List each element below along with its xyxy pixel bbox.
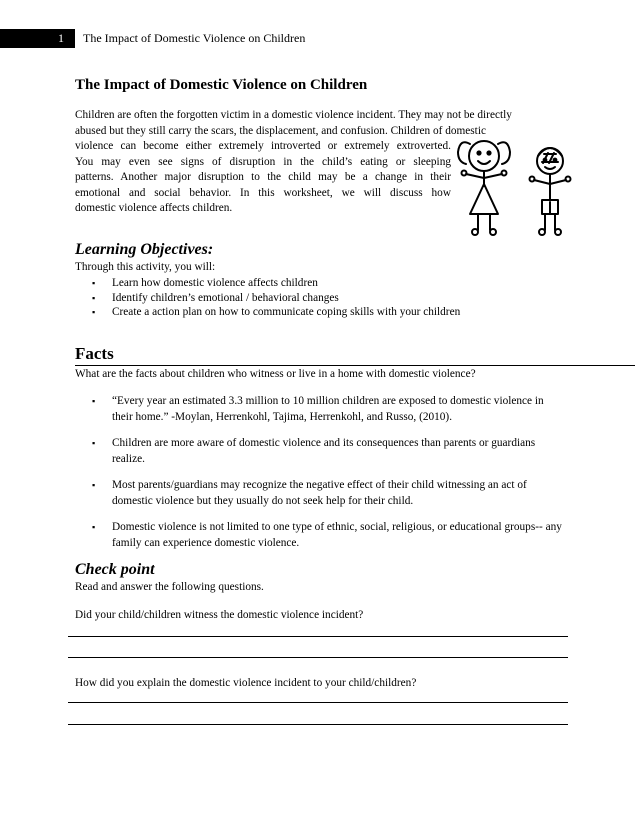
facts-list	[92, 393, 562, 561]
list-item: ▪ Identify children’s emotional / behavioral changes	[92, 291, 339, 304]
answer-line[interactable]	[68, 702, 568, 703]
intro-line: patterns. Another major disruption to the child may be a change in their	[75, 171, 451, 183]
page-title: The Impact of Domestic Violence on Children	[75, 77, 368, 93]
page-number: 1	[58, 31, 64, 45]
intro-line: Children are often the forgotten victim in a domestic violence incident. They may not be directly	[75, 109, 512, 121]
running-header	[0, 29, 638, 48]
facts-divider	[75, 365, 635, 366]
checkpoint-question-1: Did your child/children witness the domestic violence incident?	[75, 609, 364, 621]
list-item: ▪ Most parents/guardians may recognize the negative effect of their child witnessing an act of domestic violence but they usually do not seek help for their child.	[92, 479, 527, 507]
learning-objectives-intro: Through this activity, you will:	[75, 261, 216, 273]
list-item: ▪ Learn how domestic violence affects children	[92, 277, 318, 289]
learning-objectives-list	[92, 276, 460, 320]
stick-figure-children-icon	[456, 136, 576, 240]
square-bullet-icon: ▪	[92, 438, 96, 448]
boy-figure-icon	[530, 148, 571, 235]
square-bullet-icon: ▪	[92, 278, 96, 288]
answer-line[interactable]	[68, 636, 568, 637]
list-item: ▪ Create a action plan on how to communicate coping skills with your children	[92, 306, 461, 318]
intro-line: abused but they still carry the scars, the displacement, and confusion. Children of domestic	[75, 124, 486, 137]
intro-line: violence can become either extremely introverted or extremely extroverted.	[75, 140, 451, 152]
list-item: ▪ “Every year an estimated 3.3 million to 10 million children are exposed to domestic violence in their home.” -Moylan, Herrenkohl, Tajima, Herrenkohl, and Russo, (2010).	[92, 395, 544, 423]
answer-line[interactable]	[68, 657, 568, 658]
square-bullet-icon: ▪	[92, 480, 96, 490]
answer-line[interactable]	[68, 724, 568, 725]
list-item: ▪ Children are more aware of domestic violence and its consequences than parents or guardians realize.	[92, 437, 536, 465]
girl-figure-icon	[458, 141, 510, 235]
intro-line: emotional and social behavior. In this worksheet, we will discuss how	[75, 186, 451, 199]
checkpoint-heading: Check point	[75, 561, 155, 578]
intro-line: You may even see signs of disruption in the child’s eating or sleeping	[75, 155, 451, 168]
list-item: ▪ Domestic violence is not limited to one type of ethnic, social, religious, or educational groups-- any family can experience domestic violence.	[92, 521, 562, 549]
running-title: The Impact of Domestic Violence on Children	[83, 31, 306, 45]
checkpoint-question-2: How did you explain the domestic violence incident to your child/children?	[75, 677, 417, 689]
square-bullet-icon: ▪	[92, 307, 96, 317]
checkpoint-instructions: Read and answer the following questions.	[75, 581, 264, 593]
facts-question: What are the facts about children who witness or live in a home with domestic violence?	[75, 368, 476, 380]
learning-objectives-heading: Learning Objectives:	[75, 241, 214, 258]
square-bullet-icon: ▪	[92, 522, 96, 532]
intro-line: domestic violence affects children.	[75, 202, 233, 214]
facts-heading: Facts	[75, 344, 114, 363]
square-bullet-icon: ▪	[92, 292, 96, 303]
square-bullet-icon: ▪	[92, 396, 96, 406]
